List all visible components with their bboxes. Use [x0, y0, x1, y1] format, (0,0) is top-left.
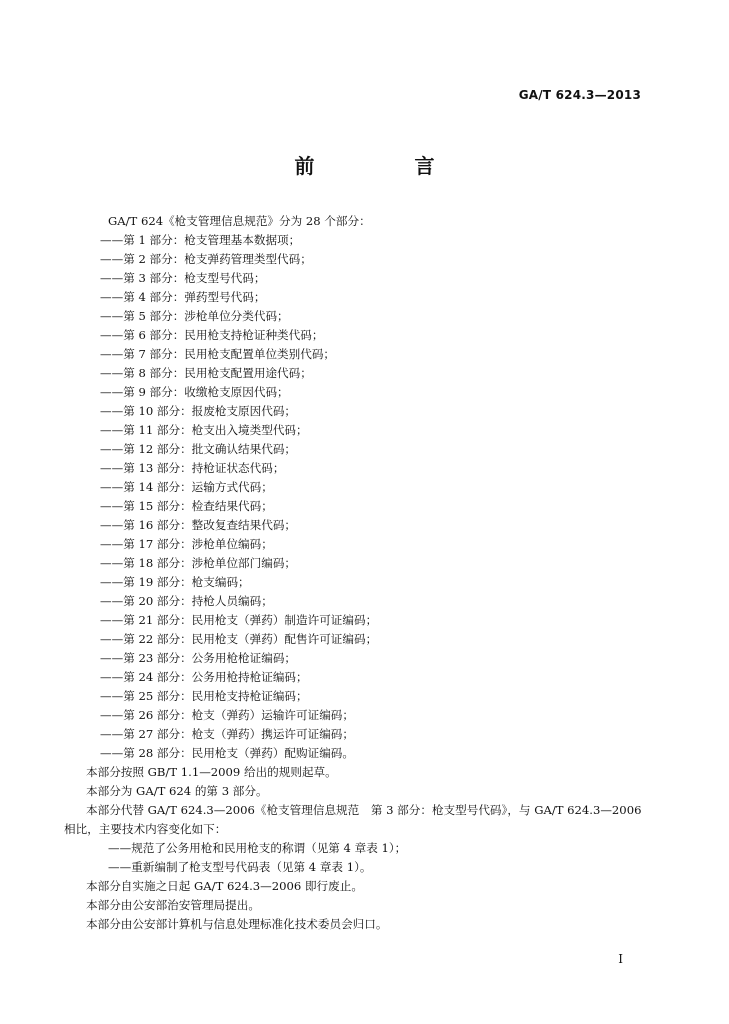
list-item: ——第 5 部分：涉枪单位分类代码； — [100, 309, 289, 323]
list-item: ——第 20 部分：持枪人员编码； — [100, 594, 273, 608]
list-item: ——第 21 部分：民用枪支（弹药）制造许可证编码； — [100, 613, 378, 627]
list-item: ——第 11 部分：枪支出入境类型代码； — [100, 423, 308, 437]
list-item: ——第 13 部分：持枪证状态代码； — [100, 461, 285, 475]
change-item: ——重新编制了枪支型号代码表（见第 4 章表 1）。 — [108, 860, 372, 874]
replacement-paragraph: 本部分代替 GA/T 624.3—2006《枪支管理信息规范 第 3 部分：枪支型号代码》，与 GA/T 624.3—2006 相比，主要技术内容变化如下： — [64, 803, 642, 836]
drafting-rule-paragraph: 本部分按照 GB/T 1.1—2009 给出的规则起草。 — [86, 765, 337, 779]
list-item: ——第 27 部分：枪支（弹药）携运许可证编码； — [100, 727, 354, 741]
committee-paragraph: 本部分由公安部计算机与信息处理标准化技术委员会归口。 — [86, 917, 388, 931]
list-item: ——第 10 部分：报废枪支原因代码； — [100, 404, 297, 418]
intro-line: GA/T 624《枪支管理信息规范》分为 28 个部分： — [108, 214, 371, 228]
list-item: ——第 23 部分：公务用枪枪证编码； — [100, 651, 297, 665]
list-item: ——第 25 部分：民用枪支持枪证编码； — [100, 689, 308, 703]
part-number-paragraph: 本部分为 GA/T 624 的第 3 部分。 — [86, 784, 268, 798]
list-item: ——第 12 部分：批文确认结果代码； — [100, 442, 297, 456]
list-item: ——第 26 部分：枪支（弹药）运输许可证编码； — [100, 708, 354, 722]
list-item: ——第 15 部分：检查结果代码； — [100, 499, 273, 513]
list-item: ——第 17 部分：涉枪单位编码； — [100, 537, 273, 551]
list-item: ——第 3 部分：枪支型号代码； — [100, 271, 266, 285]
list-item: ——第 14 部分：运输方式代码； — [100, 480, 273, 494]
change-item: ——规范了公务用枪和民用枪支的称谓（见第 4 章表 1）； — [108, 841, 407, 855]
list-item: ——第 2 部分：枪支弹药管理类型代码； — [100, 252, 312, 266]
foreword-body — [64, 212, 646, 934]
part-list — [86, 231, 646, 763]
page-number: I — [618, 952, 623, 966]
list-item: ——第 1 部分：枪支管理基本数据项； — [100, 233, 301, 247]
abolish-paragraph: 本部分自实施之日起 GA/T 624.3—2006 即行废止。 — [86, 879, 363, 893]
standard-code: GA/T 624.3—2013 — [518, 88, 641, 102]
list-item: ——第 28 部分：民用枪支（弹药）配购证编码。 — [100, 746, 354, 760]
list-item: ——第 22 部分：民用枪支（弹药）配售许可证编码； — [100, 632, 378, 646]
list-item: ——第 9 部分：收缴枪支原因代码； — [100, 385, 289, 399]
page-title: 前 言 — [294, 154, 475, 178]
list-item: ——第 18 部分：涉枪单位部门编码； — [100, 556, 297, 570]
list-item: ——第 4 部分：弹药型号代码； — [100, 290, 266, 304]
proposer-paragraph: 本部分由公安部治安管理局提出。 — [86, 898, 260, 912]
list-item: ——第 16 部分：整改复查结果代码； — [100, 518, 297, 532]
list-item: ——第 8 部分：民用枪支配置用途代码； — [100, 366, 312, 380]
list-item: ——第 7 部分：民用枪支配置单位类别代码； — [100, 347, 336, 361]
list-item: ——第 24 部分：公务用枪持枪证编码； — [100, 670, 308, 684]
list-item: ——第 19 部分：枪支编码； — [100, 575, 250, 589]
list-item: ——第 6 部分：民用枪支持枪证种类代码； — [100, 328, 324, 342]
